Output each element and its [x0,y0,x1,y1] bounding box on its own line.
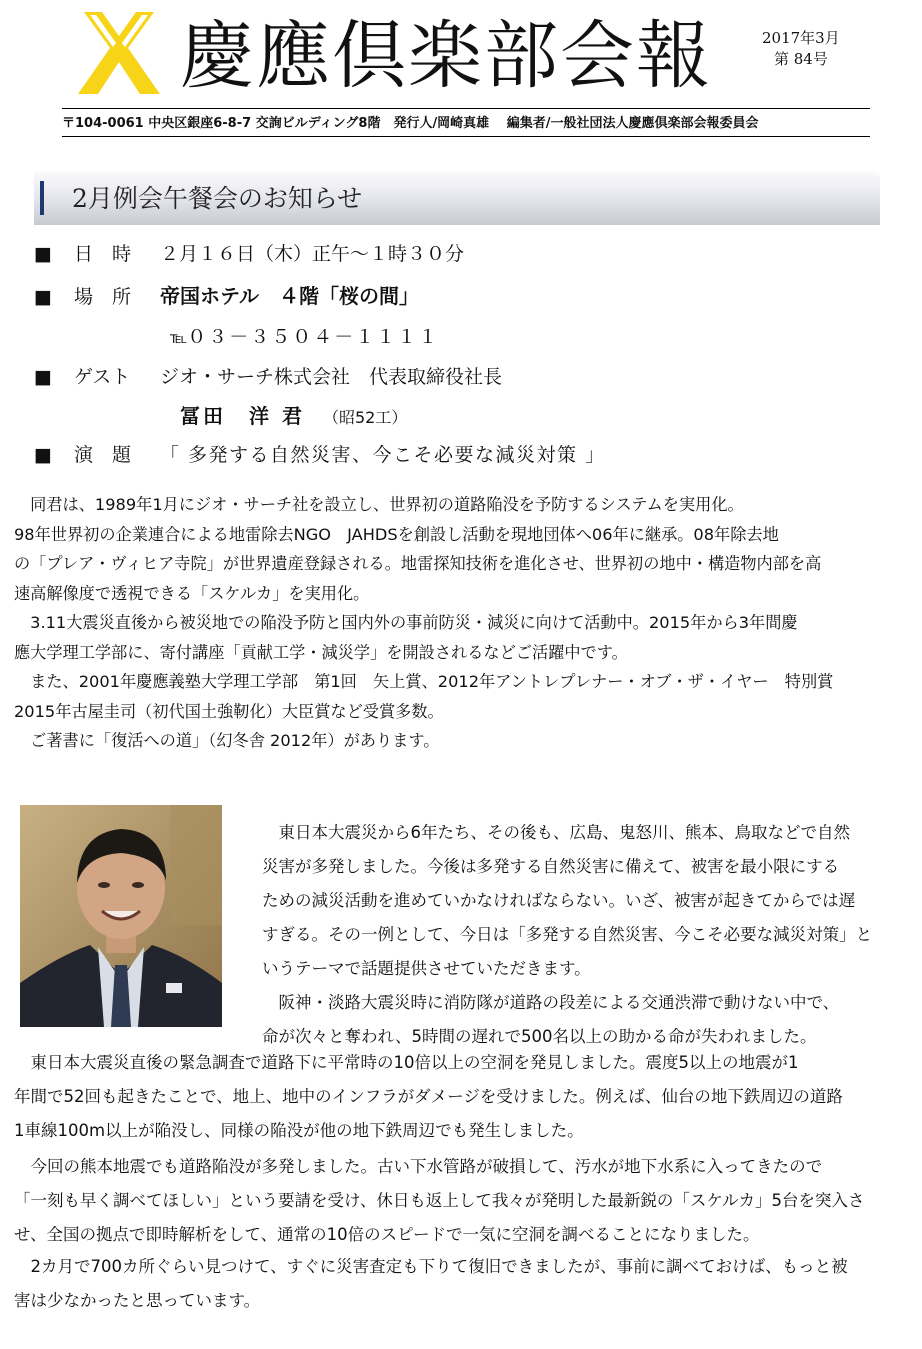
info-value-guest: ジオ・サーチ株式会社 代表取締役社長 [160,366,503,388]
info-value-place: 帝国ホテル ４階「桜の間」 [160,284,419,308]
article-line: 「一刻も早く調べてほしい」という要請を受け、休日も返上して我々が発明した最新鋭の「スケルカ」5台を突入さ [14,1191,865,1210]
info-label-date: 日 時 [74,243,132,265]
issue-date: 2017年3月 [762,29,840,47]
info-value-topic: 「 多発する自然災害、今こそ必要な減災対策 」 [160,444,606,466]
profile-line: 3.11大震災直後から被災地での陥没予防と国内外の事前防災・減災に向けて活動中。2015年から3年間慶 [14,613,798,632]
article-line: 東日本大震災から6年たち、その後も、広島、鬼怒川、熊本、鳥取などで自然 [262,823,850,842]
article-intro [262,816,918,1054]
header-rule-top [62,108,870,109]
bullet-square: ■ [34,243,52,265]
info-label-topic: 演 題 [74,444,132,466]
guest-portrait-photo [20,805,222,1027]
article-line: すぎる。その一例として、今日は「多発する自然災害、今こそ必要な減災対策」と [262,925,873,944]
issue-info [762,28,840,70]
article-body-2 [14,1150,918,1252]
info-place-row [34,283,419,310]
info-tel-row [170,324,439,351]
article-line: 命が次々と奪われ、5時間の遅れで500名以上の助かる命が失われました。 [262,1027,817,1046]
section-header [34,171,880,225]
info-value-tel: ０３－３５０４－１１１１ [187,326,440,348]
guest-name: 冨田 洋 君 [180,404,305,428]
article-line: せ、全国の拠点で即時解析をして、通常の10倍のスピードで一気に空洞を調べることになりました。 [14,1225,760,1244]
guest-class-note: （昭52工） [322,408,408,427]
publisher-address: 〒104-0061 中央区銀座6-8-7 交詢ビルディング8階 発行人/岡崎真雄 編集者/一般社団法人慶應倶楽部会報委員会 [62,116,759,131]
article-line: 1車線100m以上が陥没し、同様の陥没が他の地下鉄周辺でも発生しました。 [14,1121,584,1140]
section-accent-bar [40,181,44,215]
article-line: ための減災活動を進めていかなければならない。いざ、被害が起きてからでは遅 [262,891,856,910]
article-line: いうテーマで話題提供させていただきます。 [262,959,591,978]
article-line: 害は少なかったと思っています。 [14,1291,261,1310]
article-line: 東日本大震災直後の緊急調査で道路下に平常時の10倍以上の空洞を発見しました。震度5以上の地震が1 [14,1053,799,1072]
profile-line: 速高解像度で透視できる「スケルカ」を実用化。 [14,583,370,603]
issue-number: 第 84号 [774,50,828,68]
info-guest-name-row [180,403,407,431]
info-topic-row [34,442,606,468]
profile-line: 同君は、1989年1月にジオ・サーチ社を設立し、世界初の道路陥没を予防するシステムを実用化。 [14,495,744,514]
info-value-date: ２月１６日（木）正午～１時３０分 [160,243,465,265]
newsletter-title: 慶應倶楽部会報 [180,13,712,99]
profile-line: また、2001年慶應義塾大学理工学部 第1回 矢上賞、2012年アントレプレナー・オブ・ザ・イヤー 特別賞 [14,672,834,691]
article-line: 阪神・淡路大震災時に消防隊が道路の段差による交通渋滞で動けない中で、 [262,993,840,1012]
article-line: 2カ月で700カ所ぐらい見つけて、すぐに災害査定も下りて復旧できましたが、事前に調べておけば、もっと被 [14,1257,848,1276]
article-body-3 [14,1250,918,1318]
article-line: 今回の熊本地震でも道路陥没が多発しました。古い下水管路が破損して、汚水が地下水系に入ってきたので [14,1157,823,1176]
profile-line: 98年世界初の企業連合による地雷除去NGO JAHDSを創設し活動を現地団体へ06年に継承。08年除去地 [14,524,779,544]
article-line: 災害が多発しました。今後は多発する自然災害に備えて、被害を最小限にする [262,857,840,876]
bullet-square: ■ [34,444,52,466]
pen-cross-logo [78,12,160,94]
bullet-square: ■ [34,366,52,388]
bullet-square: ■ [34,286,52,308]
header-rule-bottom [62,136,870,137]
tel-mark: ℡ [170,328,188,347]
article-line: 年間で52回も起きたことで、地上、地中のインフラがダメージを受けました。例えば、仙台の地下鉄周辺の道路 [14,1087,843,1106]
profile-line: の「プレア・ヴィヒア寺院」が世界遺産登録される。地雷探知技術を進化させ、世界初の地中・構造物内部を高 [14,554,822,573]
info-label-place: 場 所 [74,286,132,308]
profile-line: 應大学理工学部に、寄付講座「貢献工学・減災学」を開設されるなどご活躍中です。 [14,642,628,662]
masthead [0,0,922,140]
profile-line: ご著書に「復活への道」（幻冬舎 2012年）があります。 [14,731,440,750]
info-guest-row [34,364,502,390]
article-body-1 [14,1046,918,1148]
profile-line: 2015年古屋圭司（初代国土強靭化）大臣賞など受賞多数。 [14,701,444,721]
info-label-guest: ゲスト [74,366,131,388]
section-title: 2月例会午餐会のお知らせ [72,184,363,213]
guest-profile [14,490,918,756]
info-date-row [34,241,464,267]
